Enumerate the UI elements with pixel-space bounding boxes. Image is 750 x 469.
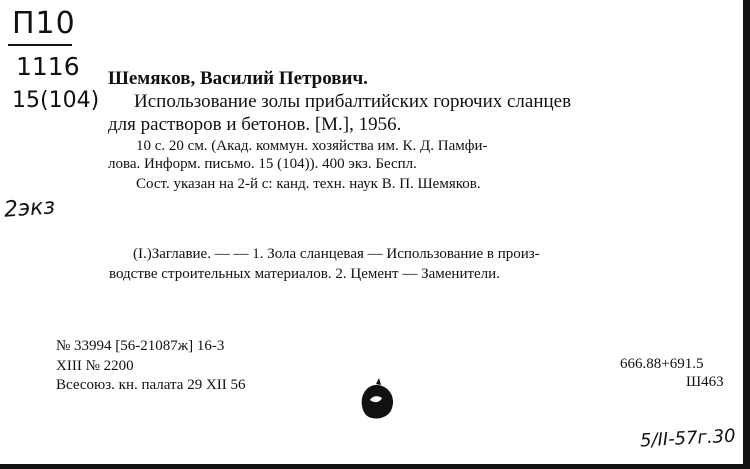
date-note: 5/II-57г.30	[639, 425, 737, 452]
description-line-1: 10 с. 20 см. (Акад. коммун. хозяйства им. К. Д. Памфи-	[136, 138, 488, 154]
tracings-line-1: (I.)Заглавие. — — 1. Зола сланцевая — Использование в произ-	[133, 246, 540, 262]
card-edge-strip	[743, 0, 750, 469]
series-number: XIII № 2200	[56, 358, 134, 374]
margin-note: 2экз	[3, 194, 56, 223]
shelfmark-line-3: 15(104)	[12, 88, 100, 113]
shelfmark-underline	[8, 44, 72, 46]
ink-stamp-image	[356, 376, 400, 422]
shelfmark-line-1: П10	[12, 6, 76, 41]
author-heading: Шемяков, Василий Петрович.	[108, 68, 368, 89]
record-number: № 33994 [56-21087ж] 16-3	[56, 338, 225, 354]
tracings-line-2: водстве строительных материалов. 2. Цемент — Заменители.	[109, 266, 500, 282]
title-line-2: для растворов и бетонов. [М.], 1956.	[108, 114, 402, 135]
classification-code: Ш463	[686, 374, 724, 390]
description-line-2: лова. Информ. письмо. 15 (104)). 400 экз. Беспл.	[108, 156, 417, 172]
card-bottom-strip	[0, 464, 750, 469]
udc-code: 666.88+691.5	[620, 356, 704, 372]
shelfmark-line-2: 1116	[16, 52, 80, 81]
book-chamber-line: Всесоюз. кн. палата 29 XII 56	[56, 377, 246, 393]
title-line-1: Использование золы прибалтийских горючих сланцев	[134, 91, 572, 112]
compiler-note: Сост. указан на 2-й с: канд. техн. наук В. П. Шемяков.	[136, 176, 481, 192]
